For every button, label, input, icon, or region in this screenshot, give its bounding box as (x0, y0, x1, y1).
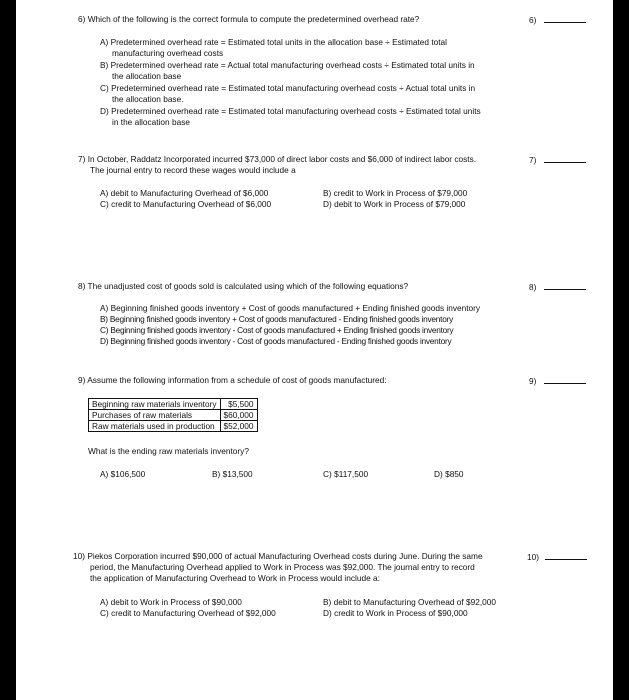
q6-option-c[interactable] (100, 83, 475, 105)
q7-text-line1: In October, Raddatz Incorporated incurred $73,000 of direct labor costs and $6,000 of indirect labor costs. (87, 154, 477, 164)
q9-text: Assume the following information from a schedule of cost of goods manufactured: (87, 375, 387, 385)
option-letter: B) (100, 60, 109, 70)
option-text-cont: in the allocation base (112, 117, 190, 127)
q7-option-a[interactable] (100, 188, 268, 199)
q8-answer-blank[interactable] (544, 281, 586, 290)
option-letter: A) (100, 303, 109, 313)
q6-option-b[interactable] (100, 60, 475, 82)
option-text: debit to Work in Process of $79,000 (334, 199, 466, 209)
q8-answer-number: 8) (529, 282, 537, 292)
q7-answer-slot[interactable] (529, 154, 586, 166)
q9-option-a[interactable] (100, 469, 145, 480)
option-letter: A) (100, 188, 109, 198)
q9-option-b[interactable] (212, 469, 253, 480)
option-letter: B) (100, 314, 108, 324)
q7-option-c[interactable] (100, 199, 271, 210)
option-text-cont: the allocation base. (112, 94, 184, 104)
option-text: credit to Manufacturing Overhead of $6,000 (111, 199, 272, 209)
option-letter: D) (323, 199, 332, 209)
option-text: credit to Work in Process of $90,000 (334, 608, 468, 618)
table-row (89, 421, 258, 432)
table-cell-label: Purchases of raw materials (89, 410, 221, 421)
q7-answer-number: 7) (529, 155, 537, 165)
table-cell-label: Beginning raw materials inventory (89, 399, 221, 410)
q9-answer-blank[interactable] (544, 375, 586, 384)
option-letter: D) (323, 608, 332, 618)
q10-question (73, 551, 483, 584)
q6-answer-number: 6) (529, 15, 537, 25)
q6-question (78, 14, 419, 25)
table-row (89, 399, 258, 410)
q10-text-line3: the application of Manufacturing Overhead to Work in Process would include a: (90, 573, 380, 583)
option-text-cont: manufacturing overhead costs (112, 48, 224, 58)
q10-text-line2: period, the Manufacturing Overhead applied to Work in Process was $92,000. The journal entry to record (90, 562, 475, 572)
option-text: Predetermined overhead rate = Estimated total units in the allocation base ÷ Estimated total (110, 37, 447, 47)
q10-option-c[interactable] (100, 608, 276, 619)
option-letter: D) (434, 469, 443, 479)
q7-number: 7) (78, 154, 86, 164)
option-letter: C) (100, 325, 109, 335)
table-row (89, 410, 258, 421)
option-letter: C) (100, 608, 109, 618)
q8-option-c[interactable] (100, 325, 453, 336)
q8-text: The unadjusted cost of goods sold is calculated using which of the following equations? (87, 281, 409, 291)
option-letter: A) (100, 37, 109, 47)
q8-option-b[interactable] (100, 314, 453, 325)
option-letter: A) (100, 469, 109, 479)
worksheet-page (16, 0, 613, 700)
q10-option-d[interactable] (323, 608, 468, 619)
q9-answer-number: 9) (529, 376, 537, 386)
option-text: $850 (445, 469, 464, 479)
q10-answer-number: 10) (527, 552, 539, 562)
option-text: credit to Manufacturing Overhead of $92,000 (111, 608, 276, 618)
q7-answer-blank[interactable] (544, 154, 586, 163)
option-text: debit to Manufacturing Overhead of $92,000 (333, 597, 496, 607)
q8-answer-slot[interactable] (529, 281, 586, 293)
table-cell-value: $52,000 (220, 421, 257, 432)
q6-option-a[interactable] (100, 37, 447, 59)
q7-option-d[interactable] (323, 199, 465, 210)
option-text: $13,500 (222, 469, 253, 479)
q9-number: 9) (78, 375, 86, 385)
table-cell-value: $60,000 (220, 410, 257, 421)
q7-question (78, 154, 476, 176)
table-cell-value: $5,500 (220, 399, 257, 410)
option-text-cont: the allocation base (112, 71, 182, 81)
option-text: Beginning finished goods inventory - Cost of goods manufactured - Ending finished goods inventory (110, 336, 452, 346)
option-text: $117,500 (334, 469, 369, 479)
option-text: credit to Work in Process of $79,000 (333, 188, 468, 198)
option-letter: B) (212, 469, 221, 479)
option-letter: D) (100, 106, 109, 116)
option-text: Predetermined overhead rate = Estimated total manufacturing overhead costs ÷ Estimated total units (111, 106, 481, 116)
option-letter: C) (100, 83, 109, 93)
q6-answer-slot[interactable] (529, 14, 586, 26)
q7-option-b[interactable] (323, 188, 467, 199)
option-text: Predetermined overhead rate = Actual total manufacturing overhead costs ÷ Estimated total units in (110, 60, 475, 70)
q6-text: Which of the following is the correct formula to compute the predetermined overhead rate? (87, 14, 420, 24)
q9-question (78, 375, 387, 386)
option-text: Beginning finished goods inventory + Cost of goods manufactured + Ending finished goods inventory (110, 303, 481, 313)
option-letter: C) (323, 469, 332, 479)
q10-answer-blank[interactable] (545, 551, 587, 560)
q10-number: 10) (73, 551, 85, 561)
q10-option-a[interactable] (100, 597, 242, 608)
q9-answer-slot[interactable] (529, 375, 586, 387)
q8-option-a[interactable] (100, 303, 480, 314)
table-cell-label: Raw materials used in production (89, 421, 221, 432)
option-letter: B) (323, 597, 332, 607)
q9-schedule-table (88, 398, 258, 432)
q7-text-line2: The journal entry to record these wages would include a (90, 165, 296, 175)
option-text: Beginning finished goods inventory + Cost of goods manufactured - Ending finished goods inventory (109, 314, 453, 324)
q10-option-b[interactable] (323, 597, 496, 608)
q8-option-d[interactable] (100, 336, 451, 347)
option-text: Beginning finished goods inventory - Cost of goods manufactured + Ending finished goods inventory (110, 325, 454, 335)
option-text: debit to Manufacturing Overhead of $6,000 (110, 188, 269, 198)
q9-prompt: What is the ending raw materials inventory? (88, 446, 249, 456)
option-letter: A) (100, 597, 109, 607)
option-letter: B) (323, 188, 332, 198)
option-text: $106,500 (110, 469, 146, 479)
q8-question (78, 281, 408, 292)
q9-option-d[interactable] (434, 469, 464, 480)
q10-answer-slot[interactable] (527, 551, 587, 563)
option-letter: C) (100, 199, 109, 209)
q6-answer-blank[interactable] (544, 14, 586, 23)
option-text: debit to Work in Process of $90,000 (110, 597, 242, 607)
option-letter: D) (100, 336, 109, 346)
q6-option-d[interactable] (100, 106, 481, 128)
q9-option-c[interactable] (323, 469, 368, 480)
q10-text-line1: Piekos Corporation incurred $90,000 of actual Manufacturing Overhead costs during June. During the same (87, 551, 483, 561)
q8-number: 8) (78, 281, 86, 291)
option-text: Predetermined overhead rate = Estimated total manufacturing overhead costs ÷ Actual total units in (111, 83, 476, 93)
q6-number: 6) (78, 14, 86, 24)
